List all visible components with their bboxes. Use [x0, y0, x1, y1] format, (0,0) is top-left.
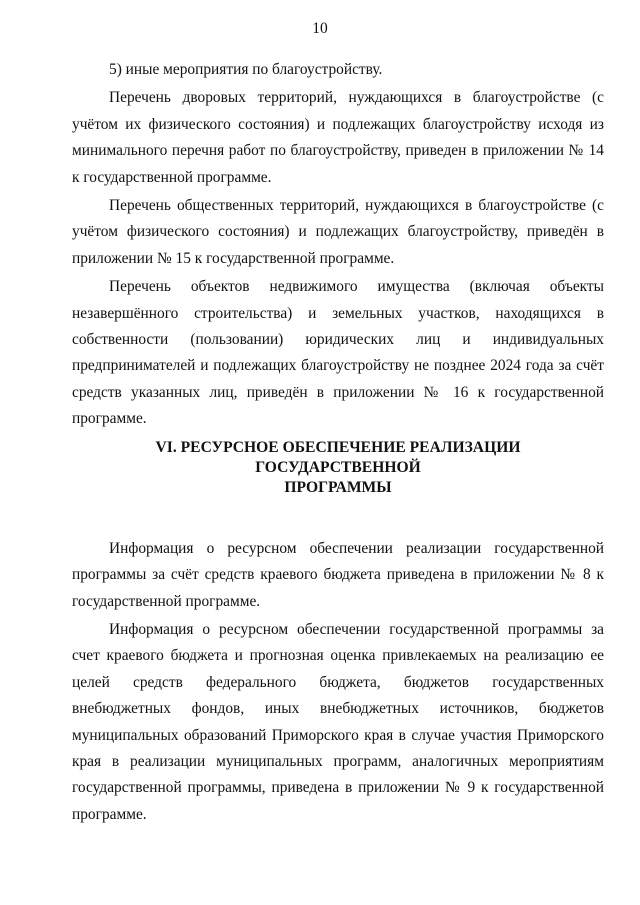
paragraph-list-item-5: 5) иные мероприятия по благоустройству. — [109, 61, 383, 78]
paragraph-regional-budget: Информация о ресурсном обеспечении реализации государственной программы за счёт средств краевого бюджета приведена в приложении № 8 к государственной программе. — [72, 539, 604, 610]
section-heading-line-2: ПРОГРАММЫ — [284, 478, 392, 496]
page-number: 10 — [312, 20, 328, 37]
paragraph-resource-forecast: Информация о ресурсном обеспечении государственной программы за счет краевого бюджета и прогнозная оценка привлекаемых на реализацию ее целей средств федерального бюджета, бюджетов государственных внебюджетных фондов, иных внебюджетных источников, бюджетов муниципальных образований Приморского края в случае участия Приморского края в реализации муниципальных программ, аналогичных мероприятиям государственной программы, приведена в приложении № 9 к государственной программе. — [72, 620, 604, 823]
paragraph-courtyard-territories: Перечень дворовых территорий, нуждающихся в благоустройстве (с учётом их физического состояния) и подлежащих благоустройству исходя из минимального перечня работ по благоустройству, приведен в приложении № 14 к государственной программе. — [72, 89, 604, 186]
paragraph-real-estate-objects: Перечень объектов недвижимого имущества (включая объекты незавершённого строительства) и земельных участков, находящихся в собственности (пользовании) юридических лиц и индивидуальных предпринимателей и подлежащих благоустройству не позднее 2024 года за счёт средств указанных лиц, приведён в приложении № 16 к государственной программе. — [72, 278, 604, 428]
paragraph-public-territories: Перечень общественных территорий, нуждающихся в благоустройстве (с учётом физического состояния) и подлежащих благоустройству, приведён в приложении № 15 к государственной программе. — [72, 197, 604, 267]
section-heading — [72, 438, 604, 498]
section-spacer — [72, 498, 604, 536]
document-body — [72, 57, 604, 828]
section-heading-line-1: VI. РЕСУРСНОЕ ОБЕСПЕЧЕНИЕ РЕАЛИЗАЦИИ ГОСУДАРСТВЕННОЙ — [155, 438, 521, 476]
